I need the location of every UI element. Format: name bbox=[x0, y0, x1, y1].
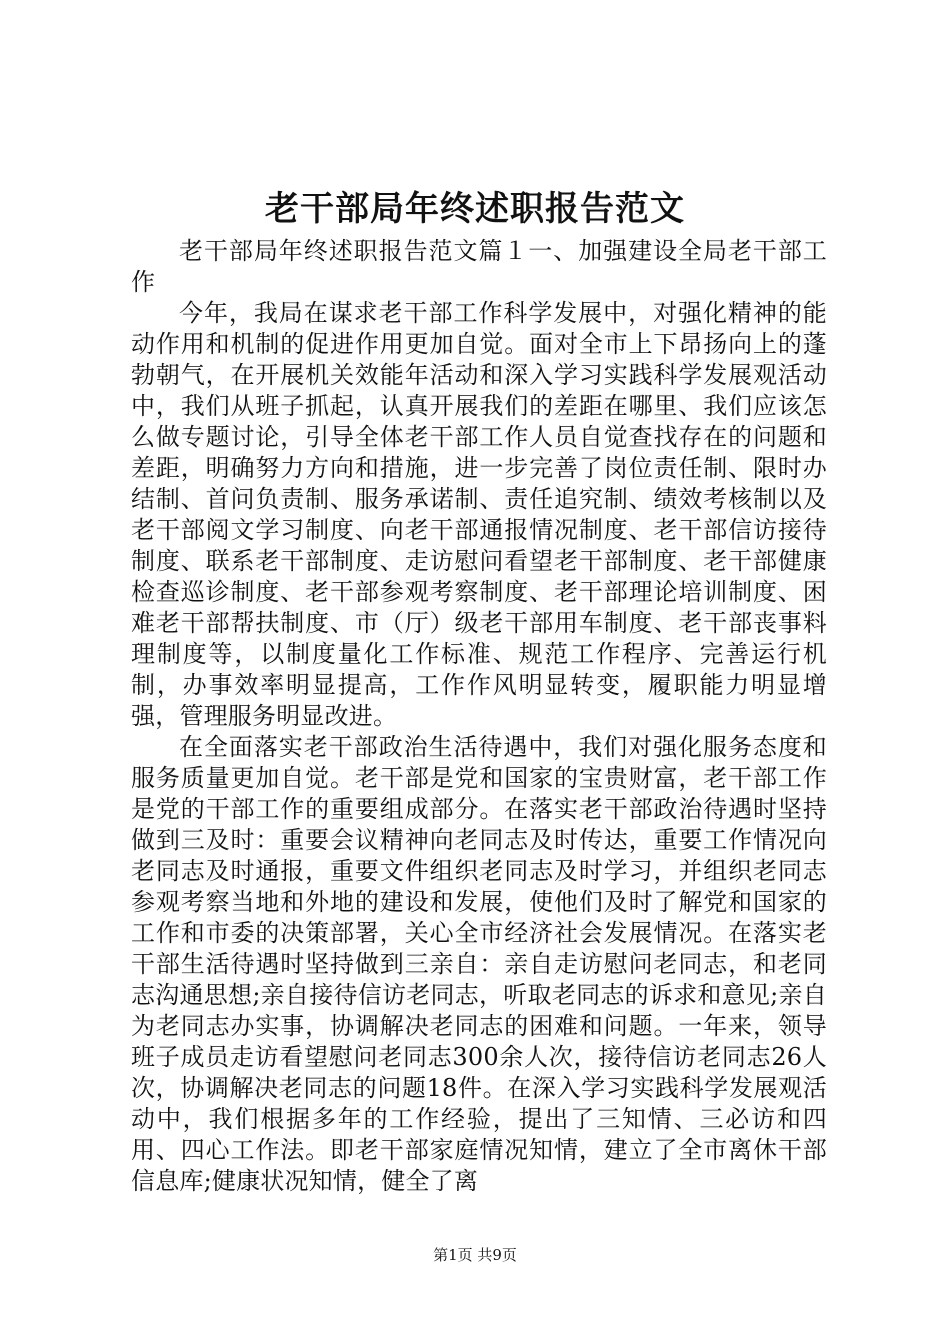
document-body bbox=[131, 236, 827, 1197]
document-title: 老干部局年终述职报告范文 bbox=[265, 189, 685, 229]
page-footer: 第1页 共9页 bbox=[433, 1246, 517, 1264]
paragraph: 在全面落实老干部政治生活待遇中，我们对强化服务态度和服务质量更加自觉。老干部是党和国家的宝贵财富，老干部工作是党的干部工作的重要组成部分。在落实老干部政治待遇时坚持做到三及时：重要会议精神向老同志及时传达，重要工作情况向老同志及时通报，重要文件组织老同志及时学习，并组织老同志参观考察当地和外地的建设和发展，使他们及时了解党和国家的工作和市委的决策部署，关心全市经济社会发展情况。在落实老干部生活待遇时坚持做到三亲自：亲自走访慰问老同志，和老同志沟通思想;亲自接待信访老同志，听取老同志的诉求和意见;亲自为老同志办实事，协调解决老同志的困难和问题。一年来，领导班子成员走访看望慰问老同志300余人次，接待信访老同志26人次，协调解决老同志的问题18件。在深入学习实践科学发展观活动中，我们根据多年的工作经验，提出了三知情、三必访和四用、四心工作法。即老干部家庭情况知情，建立了全市离休干部信息库;健康状况知情，健全了离 bbox=[131, 733, 827, 1195]
paragraph: 今年，我局在谋求老干部工作科学发展中，对强化精神的能动作用和机制的促进作用更加自觉。面对全市上下昂扬向上的蓬勃朝气，在开展机关效能年活动和深入学习实践科学发展观活动中，我们从班子抓起，认真开展我们的差距在哪里、我们应该怎么做专题讨论，引导全体老干部工作人员自觉查找存在的问题和差距，明确努力方向和措施，进一步完善了岗位责任制、限时办结制、首问负责制、服务承诺制、责任追究制、绩效考核制以及老干部阅文学习制度、向老干部通报情况制度、老干部信访接待制度、联系老干部制度、走访慰问看望老干部制度、老干部健康检查巡诊制度、老干部参观考察制度、老干部理论培训制度、困难老干部帮扶制度、市（厅）级老干部用车制度、老干部丧事料理制度等，以制度量化工作标准、规范工作程序、完善运行机制，办事效率明显提高，工作作风明显转变，履职能力明显增强，管理服务明显改进。 bbox=[131, 299, 827, 730]
paragraph: 老干部局年终述职报告范文篇１一、加强建设全局老干部工作 bbox=[131, 237, 827, 296]
